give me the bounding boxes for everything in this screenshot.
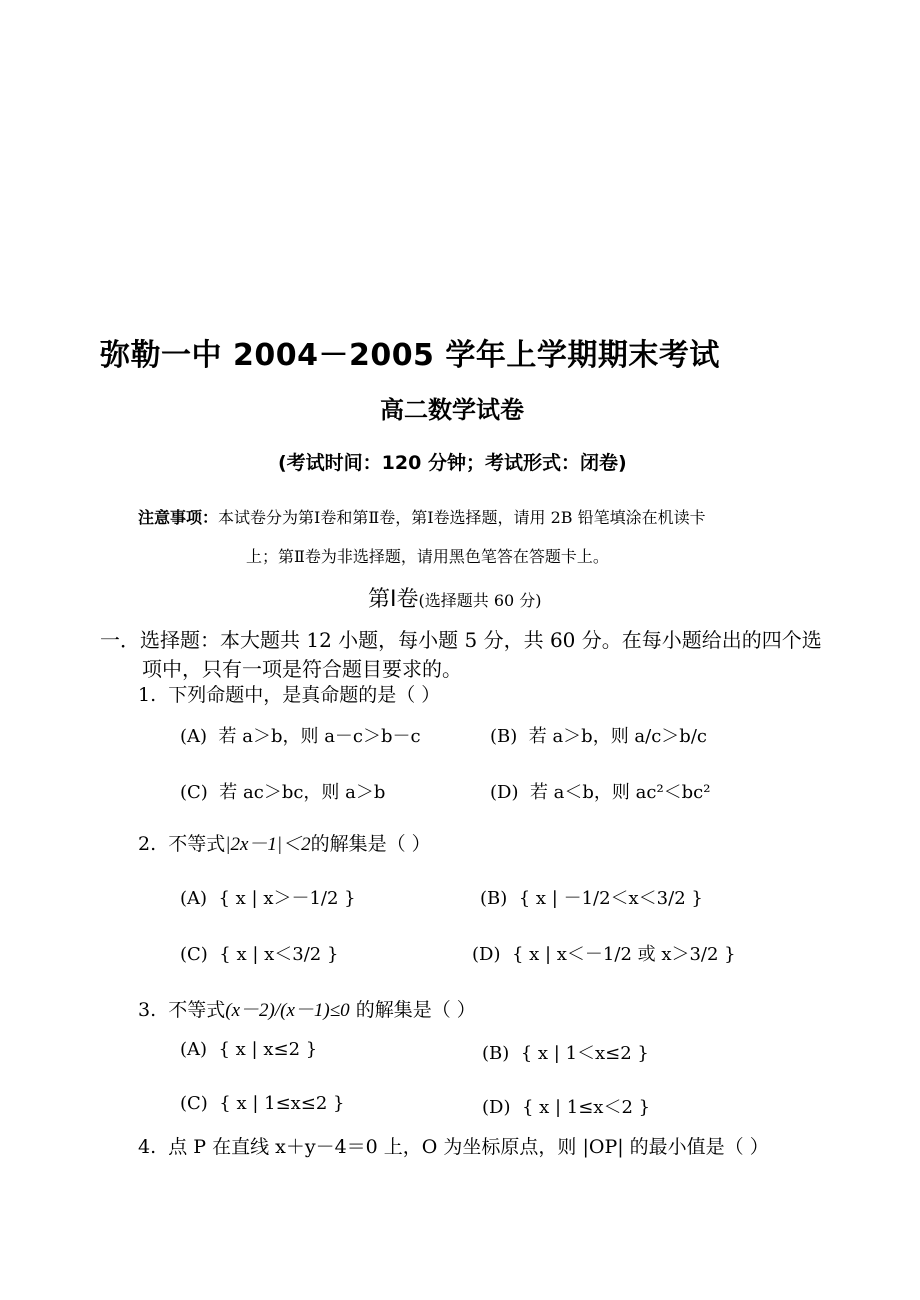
q1-b-label: (B) [490,726,518,747]
q1-a-label: (A) [180,726,208,747]
q2-option-b [480,884,703,910]
q1-option-d [490,778,710,804]
q2-b-label: (B) [480,888,508,909]
q1-c-label: (C) [180,782,208,803]
q3-a-label: (A) [180,1039,208,1060]
q3-d-label: (D) [482,1097,511,1118]
q2-d-label: (D) [472,944,501,965]
notice-line-1 [138,505,706,528]
question-2 [138,829,431,856]
q1-a-text: 若 a＞b，则 a－c＞b－c [218,726,421,747]
q3-option-d [482,1093,650,1119]
q2-option-a [180,884,356,910]
q2-stem-expr: |2x－1|＜2 [225,834,311,855]
q2-a-label: (A) [180,888,208,909]
exam-title: 弥勒一中 2004－2005 学年上学期期末考试 [100,338,720,373]
part1-title: 第Ⅰ卷 [368,587,419,612]
q1-d-label: (D) [490,782,519,803]
q2-b-text: { x | －1/2＜x＜3/2 } [518,888,703,909]
q3-stem-suffix: 的解集是（ ） [355,999,476,1021]
section1-line-2: 项中，只有一项是符合题目要求的。 [142,657,462,681]
q3-d-text: { x | 1≤x＜2 } [521,1097,651,1118]
section1-label: 一． [100,628,140,652]
q2-stem-prefix: 不等式 [168,833,226,855]
q1-option-a [180,722,421,748]
part1-note: (选择题共 60 分) [418,591,542,610]
q2-c-text: { x | x＜3/2 } [219,944,339,965]
question-3 [138,995,476,1022]
q3-c-text: { x | 1≤x≤2 } [219,1093,345,1114]
q1-d-text: 若 a＜b，则 ac²＜bc² [529,782,711,803]
q1-b-text: 若 a＞b，则 a/c＞b/c [528,726,707,747]
q4-number: 4. [138,1136,157,1158]
q1-option-c [180,778,385,804]
q3-stem-prefix: 不等式 [168,999,226,1021]
notice-label: 注意事项： [138,508,219,527]
q2-a-text: { x | x＞－1/2 } [218,888,356,909]
q3-option-a [180,1039,317,1060]
q2-stem-suffix: 的解集是（ ） [310,833,431,855]
q3-c-label: (C) [180,1093,208,1114]
exam-info: (考试时间：120 分钟；考试形式：闭卷) [278,452,627,474]
q3-b-label: (B) [482,1043,510,1064]
q4-stem: 点 P 在直线 x＋y－4＝0 上，O 为坐标原点，则 |OP| 的最小值是（ ） [168,1136,769,1158]
q3-b-text: { x | 1＜x≤2 } [520,1043,649,1064]
question-4 [138,1132,769,1159]
q3-option-c [180,1093,345,1114]
q3-a-text: { x | x≤2 } [218,1039,318,1060]
q3-stem-expr: (x－2)/(x－1)≤0 [225,1000,350,1021]
q3-number: 3. [138,999,157,1021]
q2-number: 2. [138,833,157,855]
section1-text-1: 选择题：本大题共 12 小题，每小题 5 分，共 60 分。在每小题给出的四个选 [140,628,822,652]
q3-option-b [482,1039,649,1065]
part1-heading [368,582,542,613]
section1-line-1 [100,624,822,653]
exam-subtitle: 高二数学试卷 [380,396,524,424]
notice-text-1: 本试卷分为第Ⅰ卷和第Ⅱ卷，第Ⅰ卷选择题，请用 2B 铅笔填涂在机读卡 [218,508,706,527]
q1-c-text: 若 ac＞bc，则 a＞b [219,782,386,803]
q2-option-c [180,940,338,966]
notice-line-2: 上；第Ⅱ卷为非选择题，请用黑色笔答在答题卡上。 [246,547,609,566]
q2-d-text: { x | x＜－1/2 或 x＞3/2 } [511,944,736,965]
q2-c-label: (C) [180,944,208,965]
q1-stem: 下列命题中，是真命题的是（ ） [168,684,441,706]
question-1 [138,680,440,707]
q2-option-d [472,940,736,966]
q1-number: 1. [138,684,157,706]
q1-option-b [490,722,707,748]
